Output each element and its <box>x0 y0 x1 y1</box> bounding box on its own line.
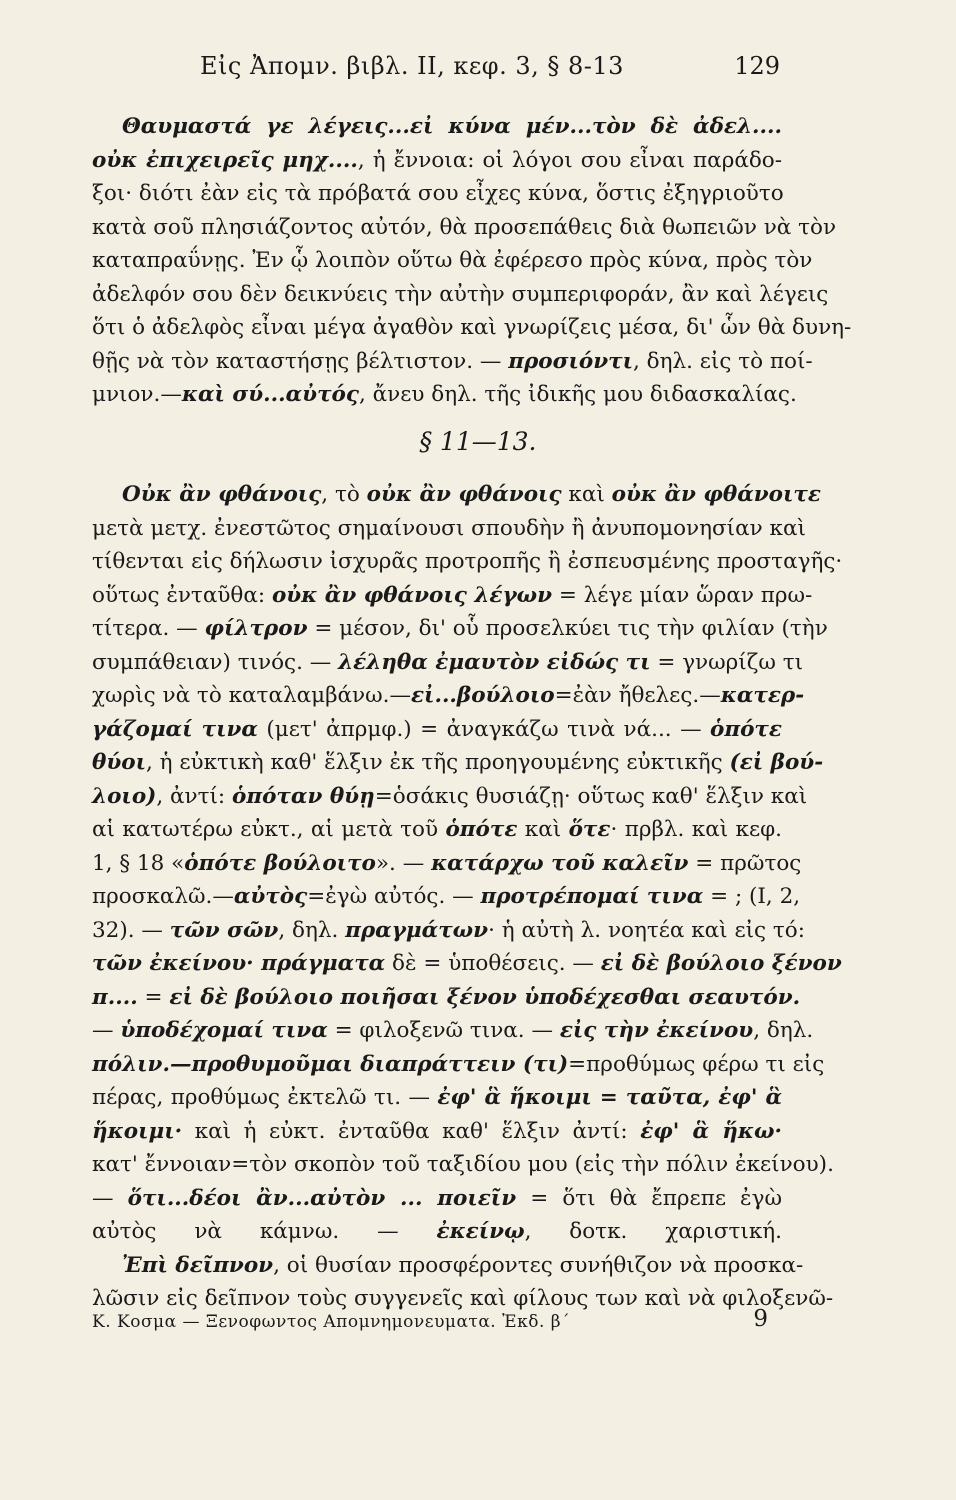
gloss-text: — <box>92 1185 128 1211</box>
gloss-text: , ἡ εὐκτικὴ καθ' ἕλξιν ἐκ τῆς προηγουμένης εὐκτικῆς <box>146 750 730 775</box>
lemma: εἰς τὴν ἐκείνου <box>559 1018 754 1043</box>
text-line <box>92 311 852 345</box>
text-line <box>92 947 842 981</box>
gloss-text: =ἐὰν ἤθελες.— <box>554 683 721 708</box>
text-line <box>92 746 824 780</box>
text-line <box>92 1081 782 1115</box>
lemma: κατερ- <box>720 683 805 708</box>
text-line <box>92 713 782 747</box>
gloss-text: , τὸ <box>321 482 367 507</box>
page-footer <box>92 1306 782 1340</box>
lemma: αὐτὸς <box>233 884 308 909</box>
gloss-text: προσκαλῶ.— <box>92 884 234 909</box>
lemma: ὁπότε <box>445 817 518 842</box>
lemma: εἰ...βούλοιο <box>410 683 555 708</box>
lemma: Ἐπὶ δεῖπνον <box>122 1252 274 1278</box>
gloss-text: οὕτως ἐνταῦθα: <box>92 582 272 608</box>
text-line <box>92 679 805 713</box>
text-line <box>92 1115 782 1149</box>
lemma: ἐκείνῳ <box>436 1219 525 1244</box>
lemma: ἐφ' ἃ ἥκοιμι = ταῦτα, ἐφ' ἃ <box>437 1085 783 1110</box>
text-line <box>92 1148 834 1182</box>
lemma: ἐφ' ἃ ἥκω· <box>640 1118 782 1144</box>
gloss-text: , δηλ. <box>753 1018 814 1043</box>
gloss-text: , δοτκ. χαριστική. <box>524 1219 783 1244</box>
lemma: τῶν ἐκείνου· πράγματα <box>92 951 386 976</box>
lemma: εἰ δὲ βούλοιο ποιῆσαι ξένον ὑποδέχεσθαι σεαυτόν. <box>169 984 801 1010</box>
lemma: εἰ δὲ βούλοιο ξένον <box>600 951 842 976</box>
text-line <box>92 981 801 1015</box>
gloss-text: , οἱ θυσίαν προσφέροντες συνήθιζον νὰ προσκα- <box>273 1252 804 1278</box>
text-line <box>92 278 829 312</box>
gloss-text: = <box>137 984 170 1010</box>
gloss-text: = λέγε μίαν ὥραν πρω- <box>552 582 813 608</box>
text-line <box>92 177 782 211</box>
lemma: λοιο) <box>92 783 157 809</box>
gloss-text: = φιλοξενῶ τινα. — <box>327 1018 560 1043</box>
lemma: κατάρχω τοῦ καλεῖν <box>431 850 689 876</box>
gloss-text: 32). — <box>92 917 170 943</box>
lemma: οὐκ ἂν φθάνοιτε <box>611 482 821 507</box>
text-line <box>92 1249 804 1283</box>
gloss-text: = γνωρίζω τι <box>650 649 804 675</box>
lemma: καὶ σύ...αὐτός <box>181 382 359 407</box>
lemma: ὅτι...δέοι ἂν...αὐτὸν ... ποιεῖν <box>127 1185 517 1211</box>
gloss-text: = μέσον, δι' οὗ προσελκύει τις τὴν φιλίαν (τὴν <box>307 616 828 641</box>
gloss-text: =προθύμως φέρω τι εἰς <box>568 1051 825 1077</box>
gloss-text: , ἡ ἔννοια: οἱ λόγοι σου εἶναι παράδο- <box>357 147 782 173</box>
lemma: γάζομαί τινα <box>92 716 258 742</box>
gloss-text: συμπάθειαν) τινός. — <box>92 649 339 675</box>
lemma: π.... <box>92 984 138 1010</box>
gloss-text: = ; (Ι, 2, <box>703 884 801 909</box>
lemma: Οὐκ ἂν φθάνοις <box>122 482 322 507</box>
text-line <box>92 1048 825 1082</box>
lemma: πραγμάτων <box>345 917 489 943</box>
page-header <box>92 52 800 92</box>
gloss-text: τίτερα. — <box>92 616 205 641</box>
text-line <box>92 579 813 613</box>
text-line <box>92 378 797 412</box>
running-head: Εἰς Ἀπομν. βιβλ. ΙΙ, κεφ. 3, § 8-13 <box>200 52 624 80</box>
gloss-text: , δηλ. εἰς τὸ ποί- <box>633 348 813 374</box>
lemma: θύοι <box>92 750 147 775</box>
gloss-text: , δηλ. <box>278 917 346 943</box>
text-line <box>92 244 813 278</box>
text-line <box>92 345 813 379</box>
gloss-text: ». — <box>375 850 432 876</box>
gloss-text: (μετ' ἀπρμφ.) = ἀναγκάζω τινὰ νά... — <box>257 716 711 742</box>
text-line <box>92 110 782 144</box>
gloss-text: , ἀντί: <box>156 783 233 809</box>
sheet-number: 9 <box>753 1306 768 1332</box>
text-line <box>92 478 821 512</box>
text-line <box>92 1014 814 1048</box>
gloss-text: ξοι· διότι ἐὰν εἰς τὰ πρόβατά σου εἶχες κύνα, ὅστις ἐξηγριοῦτο <box>92 181 784 206</box>
text-line <box>92 780 808 814</box>
commentary-paragraph-11-13 <box>92 478 843 1316</box>
gloss-text: καὶ <box>561 482 612 507</box>
text-line <box>92 847 802 881</box>
gloss-text: αἱ κατωτέρω εὐκτ., αἱ μετὰ τοῦ <box>92 817 446 842</box>
text-line <box>92 914 805 948</box>
lemma: ὑποδέχομαί τινα <box>120 1018 328 1043</box>
gloss-text: , ἄνευ δηλ. τῆς ἰδικῆς μου διδασκαλίας. <box>358 382 797 407</box>
lemma: ὁπόταν θύῃ <box>232 783 375 809</box>
gloss-text: — <box>92 1018 121 1043</box>
gloss-text: ὅτι ὁ ἀδελφὸς εἶναι μέγα ἀγαθὸν καὶ γνωρίζεις μέσα, δι' ὧν θὰ δυνη- <box>92 315 852 340</box>
gloss-text: καταπραΰνῃς. Ἐν ᾧ λοιπὸν οὕτω θὰ ἐφέρεσο πρὸς κύνα, πρὸς τὸν <box>92 248 813 273</box>
lemma: προτρέπομαί τινα <box>480 884 704 909</box>
gloss-text: καὶ ἡ εὐκτ. ἐνταῦθα καθ' ἕλξιν ἀντί: <box>182 1118 641 1144</box>
gloss-text: καὶ <box>517 817 569 842</box>
gloss-text: πέρας, προθύμως ἐκτελῶ τι. — <box>92 1085 438 1110</box>
lemma: ὁπότε <box>710 716 782 742</box>
commentary-paragraph-8-10 <box>92 110 852 412</box>
text-line <box>92 1215 782 1249</box>
gloss-text: · πρβλ. καὶ κεφ. <box>610 817 782 842</box>
gloss-text: 1, § 18 « <box>92 850 185 876</box>
lemma: προσιόντι <box>508 348 633 374</box>
text-line <box>92 612 828 646</box>
gloss-text: ἀδελφόν σου δὲν δεικνύεις τὴν αὐτὴν συμπεριφοράν, ἂν καὶ λέγεις <box>92 281 829 307</box>
text-line <box>92 1182 782 1216</box>
lemma: τῶν σῶν <box>169 917 279 943</box>
text-line <box>92 813 782 847</box>
lemma: ἥκοιμι· <box>92 1118 183 1144</box>
page-number: 129 <box>734 52 780 80</box>
text-line <box>92 880 801 914</box>
gloss-text: κατὰ σοῦ πλησιάζοντος αὐτόν, θὰ προσεπάθεις διὰ θωπειῶν νὰ τὸν <box>92 214 837 240</box>
text-line <box>92 646 804 680</box>
lemma: οὐκ ἂν φθάνοις <box>366 482 562 507</box>
gloss-text: = πρῶτος <box>688 850 802 876</box>
gloss-text: δὲ = ὑποθέσεις. — <box>385 951 601 976</box>
gloss-text: μετὰ μετχ. ἐνεστῶτος σημαίνουσι σπουδὴν ἢ ἀνυπομονησίαν καὶ <box>92 515 806 541</box>
gloss-text: θῇς νὰ τὸν καταστήσῃς βέλτιστον. — <box>92 348 509 374</box>
text-line <box>92 211 837 245</box>
text-line <box>92 144 782 178</box>
gloss-text: =ὁσάκις θυσιάζῃ· οὕτως καθ' ἕλξιν καὶ <box>374 783 808 809</box>
lemma: ὅτε <box>568 817 611 842</box>
lemma: ὁπότε βούλοιτο <box>184 850 376 876</box>
gloss-text: μνιον.— <box>92 382 182 407</box>
section-heading: § 11—13. <box>419 427 537 456</box>
lemma: φίλτρον <box>204 616 308 641</box>
lemma: λέληθα ἐμαυτὸν εἰδώς τι <box>338 649 651 675</box>
gloss-text: λῶσιν εἰς δεῖπνον τοὺς συγγενεῖς καὶ φίλους των καὶ νὰ φιλοξενῶ- <box>92 1286 834 1311</box>
gloss-text: = ὅτι θὰ ἔπρεπε ἐγὼ <box>516 1185 782 1211</box>
text-line <box>92 512 806 546</box>
gloss-text: · ἡ αὐτὴ λ. νοητέα καὶ εἰς τό: <box>488 917 805 943</box>
lemma: (εἰ βού- <box>729 750 824 775</box>
gloss-text: χωρὶς νὰ τὸ καταλαμβάνω.— <box>92 683 411 708</box>
lemma: οὐκ ἂν φθάνοις λέγων <box>271 582 553 608</box>
lemma: πόλιν.—προθυμοῦμαι διαπράττειν (τι) <box>92 1051 569 1077</box>
gloss-text: =ἐγὼ αὐτός. — <box>307 884 481 909</box>
gloss-text: κατ' ἔννοιαν=τὸν σκοπὸν τοῦ ταξιδίου μου (εἰς τὴν πόλιν ἐκείνου). <box>92 1152 834 1177</box>
gloss-text: τίθενται εἰς δήλωσιν ἰσχυρᾶς προτροπῆς ἢ ἐσπευσμένης προσταγῆς· <box>92 549 843 574</box>
printer-signature: Κ. Κοσμα — Ξενοφωντος Απομνημονευματα. Ἐκδ. β΄ <box>92 1312 571 1332</box>
text-line <box>92 545 843 579</box>
gloss-text: αὐτὸς νὰ κάμνω. — <box>92 1219 437 1244</box>
lemma: Θαυμαστά γε λέγεις...εἰ κύνα μέν...τὸν δὲ ἀδελ.... <box>122 114 782 139</box>
lemma: οὐκ ἐπιχειρεῖς μηχ.... <box>92 147 358 173</box>
